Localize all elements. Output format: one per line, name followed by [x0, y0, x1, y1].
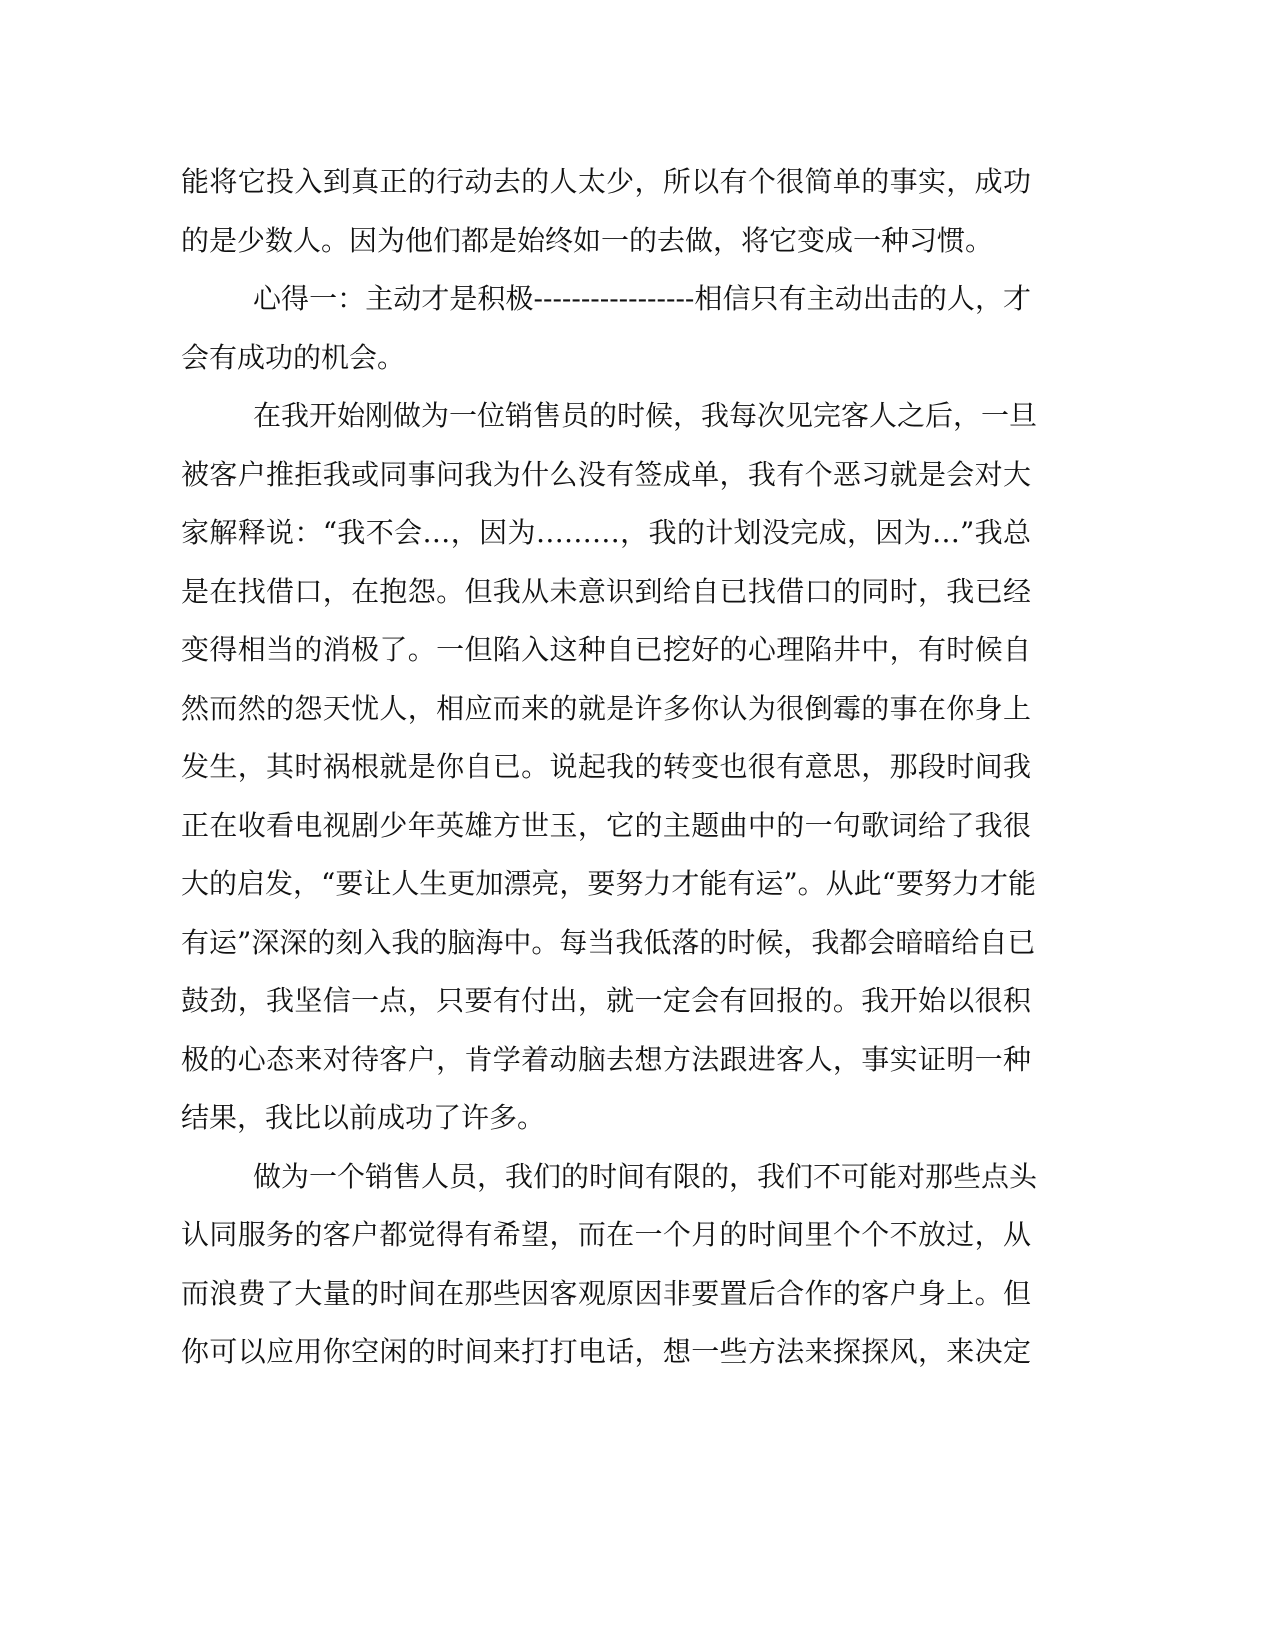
text-line: 心得一：主动才是积极-----------------相信只有主动出击的人，才 — [253, 282, 1031, 315]
text-line: 发生，其时祸根就是你自已。说起我的转变也很有意思，那段时间我 — [181, 750, 1031, 783]
text-line: 的是少数人。因为他们都是始终如一的去做，将它变成一种习惯。 — [181, 223, 994, 257]
text-line: 大的启发，“要让人生更加漂亮，要努力才能有运”。从此“要努力才能 — [181, 867, 1036, 900]
text-line: 鼓劲，我坚信一点，只要有付出，就一定会有回报的。我开始以很积 — [181, 984, 1031, 1017]
text-line: 认同服务的客户都觉得有希望，而在一个月的时间里个个不放过，从 — [181, 1218, 1031, 1251]
text-line: 家解释说：“我不会…，因为………，我的计划没完成，因为…”我总 — [181, 516, 1031, 549]
text-line: 在我开始刚做为一位销售员的时候，我每次见完客人之后，一旦 — [253, 399, 1038, 432]
text-line: 有运”深深的刻入我的脑海中。每当我低落的时候，我都会暗暗给自已 — [181, 925, 1036, 959]
text-line: 是在找借口，在抱怨。但我从未意识到给自已找借口的同时，我已经 — [181, 574, 1031, 608]
text-line: 结果，我比以前成功了许多。 — [181, 1101, 546, 1134]
text-line: 而浪费了大量的时间在那些因客观原因非要置后合作的客户身上。但 — [181, 1276, 1031, 1310]
text-line: 你可以应用你空闲的时间来打打电话，想一些方法来探探风，来决定 — [181, 1335, 1031, 1368]
text-line: 会有成功的机会。 — [181, 340, 406, 374]
text-line: 然而然的怨天忧人，相应而来的就是许多你认为很倒霉的事在你身上 — [181, 691, 1031, 725]
text-line: 能将它投入到真正的行动去的人太少，所以有个很简单的事实，成功 — [181, 165, 1031, 198]
text-line: 被客户推拒我或同事问我为什么没有签成单，我有个恶习就是会对大 — [181, 457, 1031, 491]
text-line: 正在收看电视剧少年英雄方世玉，它的主题曲中的一句歌词给了我很 — [181, 808, 1031, 842]
text-line: 变得相当的消极了。一但陷入这种自已挖好的心理陷井中，有时候自 — [181, 633, 1031, 666]
body-text — [181, 153, 1038, 1382]
text-line: 极的心态来对待客户，肯学着动脑去想方法跟进客人，事实证明一种 — [181, 1042, 1031, 1076]
text-line: 做为一个销售人员，我们的时间有限的，我们不可能对那些点头 — [253, 1159, 1038, 1193]
